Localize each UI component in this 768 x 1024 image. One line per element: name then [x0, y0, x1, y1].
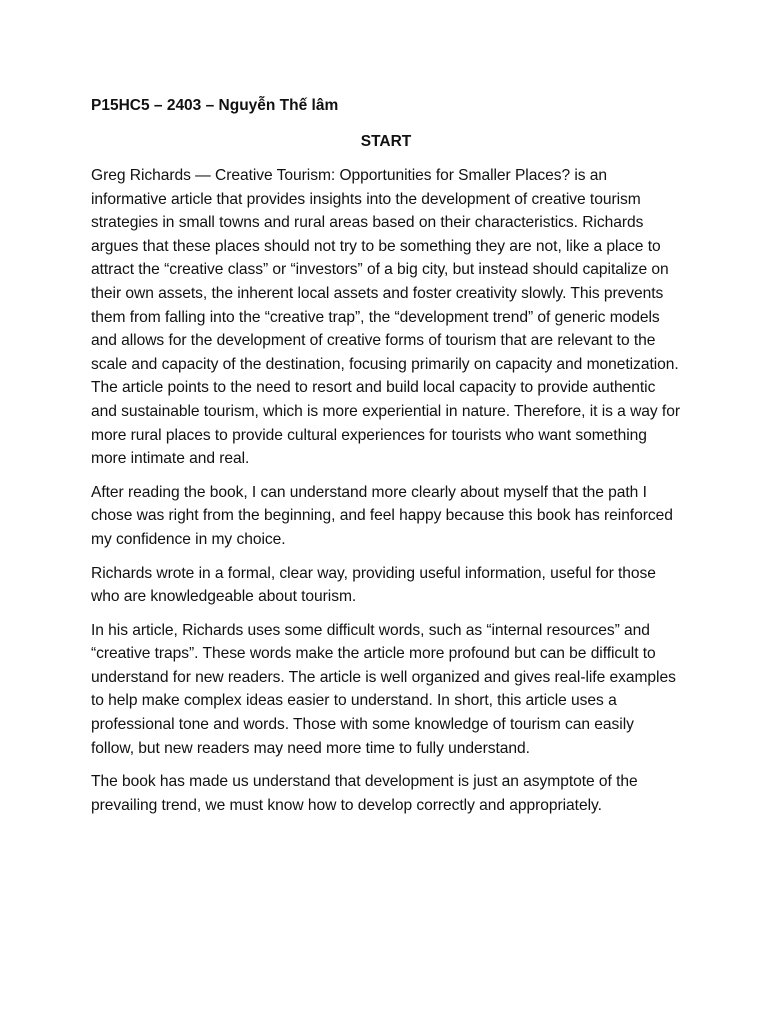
paragraph-style: Richards wrote in a formal, clear way, providing useful information, useful for those who are knowledgeable about tourism. — [91, 564, 656, 606]
paragraph-vocabulary: In his article, Richards uses some difficult words, such as “internal resources” and “creative traps”. These words make the article more profound but can be difficult to understand for new readers. The article is well organized and gives real-life examples to help make complex ideas easier to understand. In short, this article uses a professional tone and words. Those with some knowledge of tourism can easily follow, but new readers may need more time to fully understand. — [91, 621, 676, 757]
document-title: START — [360, 133, 412, 150]
document-body — [91, 94, 681, 827]
paragraph-summary: Greg Richards — Creative Tourism: Opportunities for Smaller Places? is an informative article that provides insights into the development of creative tourism strategies in small towns and rural areas based on their characteristics. Richards argues that these places should not try to be something they are not, like a place to attract the “creative class” or “investors” of a big city, but instead should capitalize on their own assets, the inherent local assets and foster creativity slowly. This prevents them from falling into the “creative trap”, the “development trend” of generic models and allows for the development of creative forms of tourism that are relevant to the scale and capacity of the destination, focusing primarily on capacity and monetization. The article points to the need to resort and build local capacity to provide authentic and sustainable tourism, which is more experiential in nature. Therefore, it is a way for more rural places to provide cultural experiences for tourists who want something more intimate and real. — [91, 167, 680, 468]
document-header: P15HC5 – 2403 – Nguyễn Thế lâm — [91, 97, 339, 114]
paragraph-reflection: After reading the book, I can understand more clearly about myself that the path I chose was right from the beginning, and feel happy because this book has reinforced my confidence in my choice. — [91, 483, 673, 548]
paragraph-conclusion: The book has made us understand that development is just an asymptote of the prevailing trend, we must know how to develop correctly and appropriately. — [91, 773, 638, 814]
